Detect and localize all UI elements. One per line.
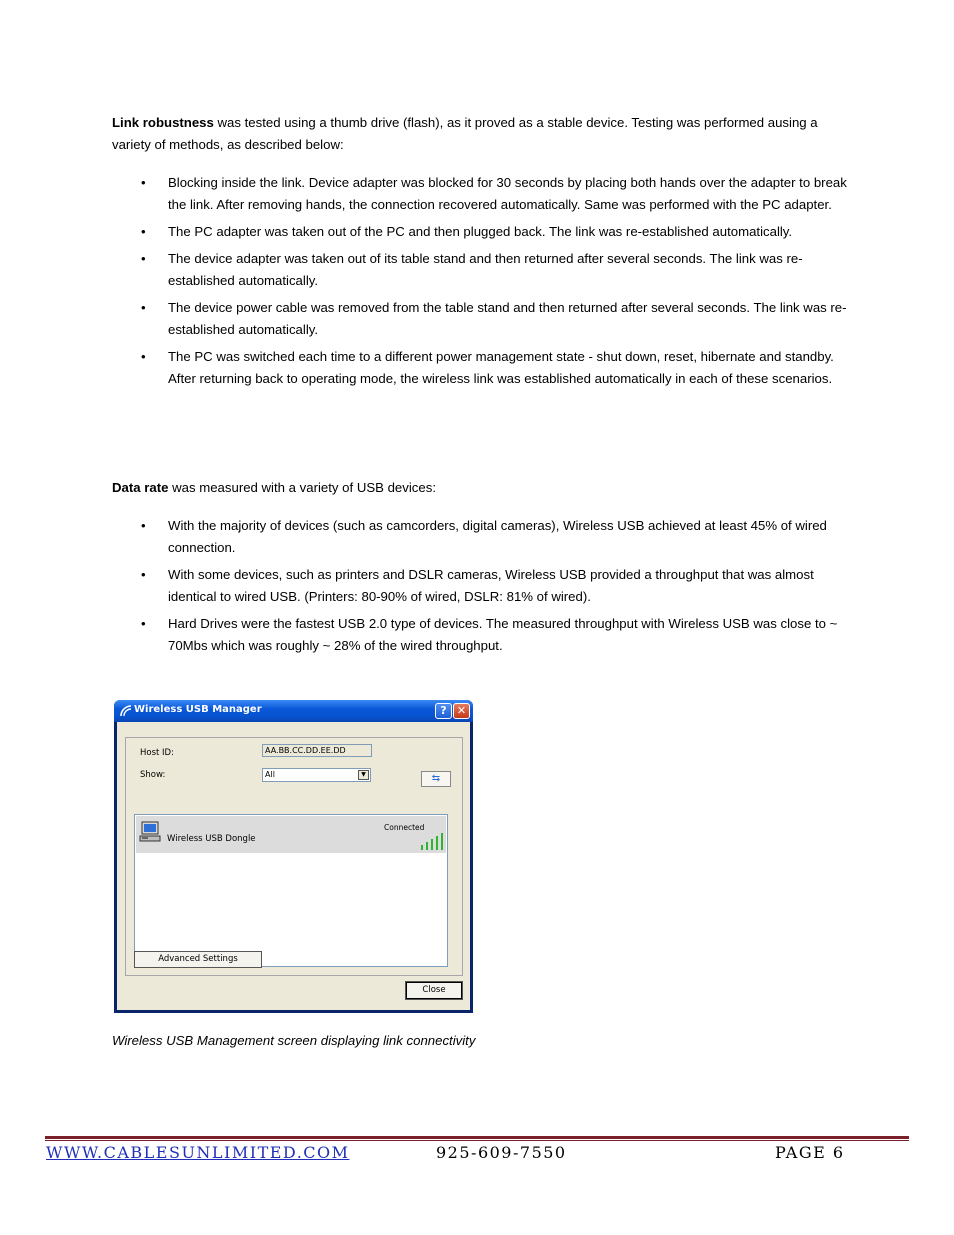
- phone-number: 925-609-7550: [436, 1143, 567, 1162]
- bullet-icon: •: [141, 518, 146, 533]
- host-id-field: AA.BB.CC.DD.EE.DD: [262, 744, 372, 757]
- show-select[interactable]: [262, 768, 371, 782]
- page-number: PAGE 6: [775, 1143, 845, 1162]
- bullet-icon: •: [141, 300, 146, 315]
- bullet-icon: •: [141, 567, 146, 582]
- window-body: [117, 722, 470, 1010]
- list-item-text: Hard Drives were the fastest USB 2.0 type of devices. The measured throughput with Wireless USB was close to ~ 70Mbs which was roughly ~ 28% of the wired throughput.: [168, 616, 838, 653]
- device-name: Wireless USB Dongle: [167, 834, 256, 844]
- data-rate-intro: was measured with a variety of USB devices:: [168, 480, 436, 495]
- list-item: [112, 248, 847, 292]
- bullet-icon: •: [141, 616, 146, 631]
- bullet-icon: •: [141, 251, 146, 266]
- list-item-text: The device adapter was taken out of its table stand and then returned after several seconds. The link was re-established automatically.: [168, 251, 803, 288]
- refresh-icon: ⇆: [431, 773, 441, 784]
- close-window-button[interactable]: ✕: [453, 703, 470, 719]
- list-item: [112, 346, 847, 390]
- data-rate-list: [112, 515, 847, 662]
- device-row[interactable]: [136, 816, 446, 853]
- list-item: [112, 297, 847, 341]
- list-item-text: The device power cable was removed from the table stand and then returned after several seconds. The link was re-established automatically.: [168, 300, 847, 337]
- window-title-bar[interactable]: [114, 700, 473, 722]
- show-label: Show:: [140, 770, 166, 780]
- refresh-button[interactable]: [421, 771, 451, 787]
- link-robustness-heading: Link robustness: [112, 115, 214, 130]
- bullet-icon: •: [141, 175, 146, 190]
- signal-strength-icon: [420, 833, 444, 851]
- link-robustness-list: [112, 172, 847, 395]
- window-title: Wireless USB Manager: [134, 704, 262, 715]
- wireless-usb-manager-window: [114, 700, 473, 1013]
- footer-divider: [45, 1136, 909, 1139]
- list-item: [112, 613, 847, 657]
- advanced-settings-button[interactable]: Advanced Settings: [134, 951, 262, 968]
- figure-caption: Wireless USB Management screen displaying link connectivity: [112, 1033, 476, 1048]
- link-robustness-paragraph: [112, 112, 842, 156]
- bullet-icon: •: [141, 224, 146, 239]
- data-rate-heading: Data rate: [112, 480, 169, 495]
- help-button[interactable]: ?: [435, 703, 452, 719]
- website-link[interactable]: WWW.CABLESUNLIMITED.COM: [46, 1143, 350, 1162]
- list-item: [112, 564, 847, 608]
- list-item-text: The PC adapter was taken out of the PC and then plugged back. The link was re-established automatically.: [168, 224, 793, 239]
- host-id-label: Host ID:: [140, 748, 174, 758]
- list-item-text: With the majority of devices (such as camcorders, digital cameras), Wireless USB achieved at least 45% of wired connection.: [168, 518, 827, 555]
- list-item-text: The PC was switched each time to a different power management state - shut down, reset, hibernate and standby. After returning back to operating mode, the wireless link was established automatically in each of these scenarios.: [168, 349, 834, 386]
- device-status: Connected: [384, 823, 425, 832]
- list-item: [112, 172, 847, 216]
- device-list: [134, 814, 448, 967]
- close-button[interactable]: Close: [405, 981, 463, 1000]
- data-rate-paragraph: [112, 477, 842, 499]
- wireless-icon: [119, 704, 133, 718]
- show-select-value: All: [265, 770, 275, 779]
- link-robustness-intro: was tested using a thumb drive (flash), as it proved as a stable device. Testing was performed ausing a variety of methods, as described below:: [112, 115, 818, 152]
- list-item: [112, 221, 847, 243]
- list-item: [112, 515, 847, 559]
- footer-divider-thin: [45, 1140, 909, 1141]
- list-item-text: With some devices, such as printers and DSLR cameras, Wireless USB provided a throughput that was almost identical to wired USB. (Printers: 80-90% of wired, DSLR: 81% of wired).: [168, 567, 814, 604]
- bullet-icon: •: [141, 349, 146, 364]
- computer-icon: [139, 820, 163, 844]
- chevron-down-icon[interactable]: ▼: [358, 770, 369, 780]
- list-item-text: Blocking inside the link. Device adapter was blocked for 30 seconds by placing both hands over the adapter to break the link. After removing hands, the connection recovered automatically. Same was performed with the PC adapter.: [168, 175, 847, 212]
